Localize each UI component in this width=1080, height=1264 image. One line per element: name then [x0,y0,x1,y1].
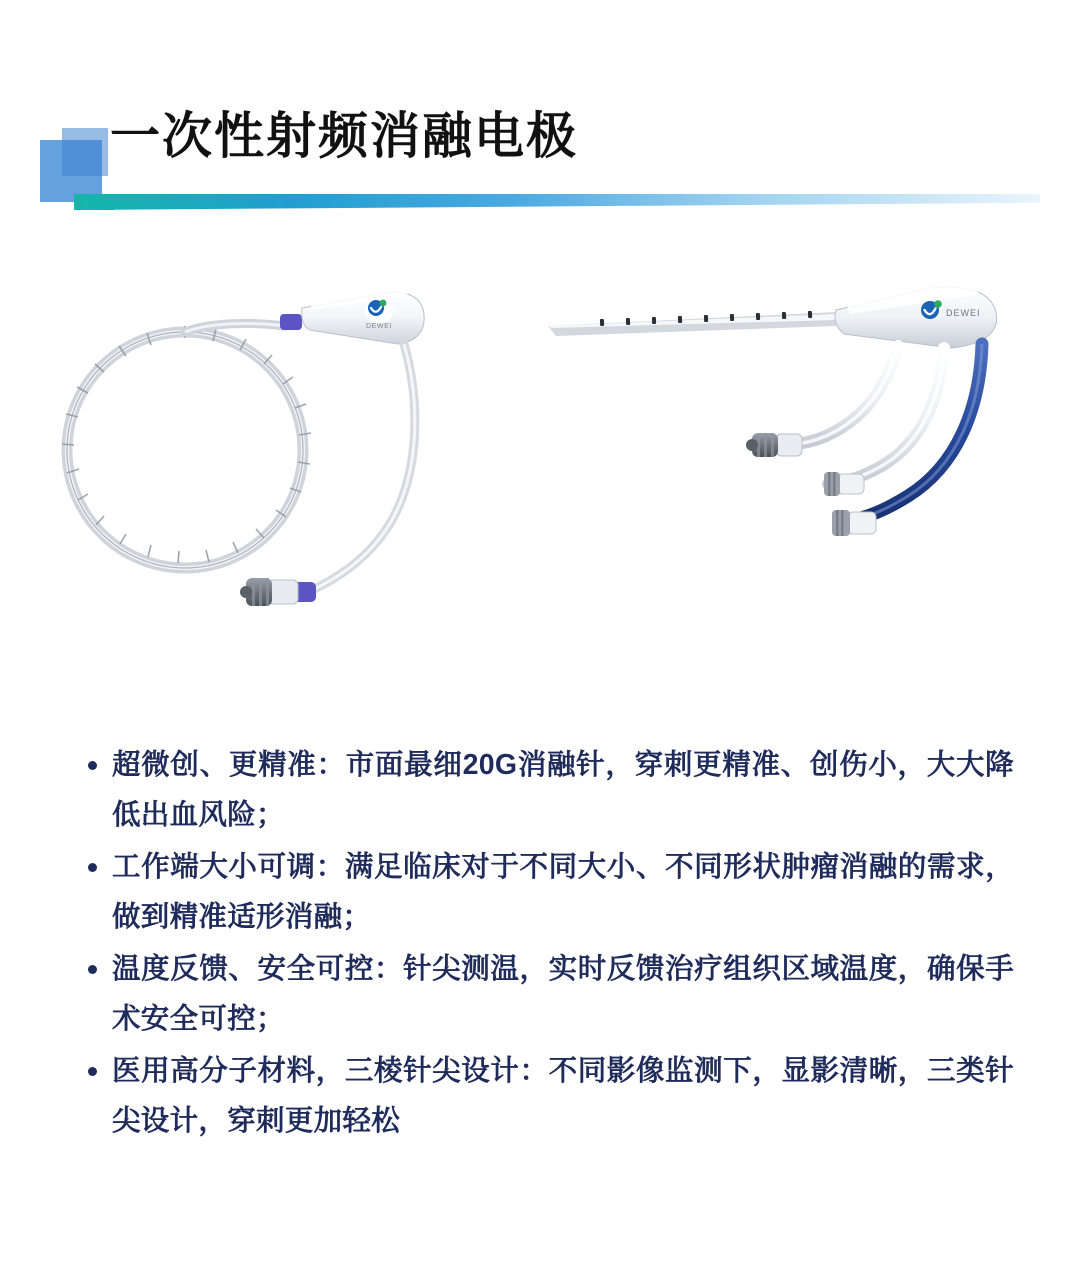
left-cuff [280,314,302,330]
right-needle-assembly [548,284,997,536]
product-image [0,270,1080,690]
feature-list [84,740,1014,1148]
right-connector-middle [824,472,864,496]
list-item: 医用高分子材料，三棱针尖设计：不同影像监测下，显影清晰，三类针尖设计，穿刺更加轻松 [84,1046,1014,1146]
tube-white-upper [790,346,898,445]
header-gradient-bar [74,194,1040,210]
svg-text:DEWEI: DEWEI [946,308,981,318]
left-handle [302,288,424,344]
ablation-needle [548,311,836,336]
page-title: 一次性射频消融电极 [110,108,578,164]
svg-text:DEWEI: DEWEI [366,323,392,330]
list-item: 温度反馈、安全可控：针尖测温，实时反馈治疗组织区域温度，确保手术安全可控； [84,944,1014,1044]
page-header [0,90,1080,230]
right-handle [835,284,997,348]
list-item: 工作端大小可调：满足临床对于不同大小、不同形状肿瘤消融的需求，做到精准适形消融； [84,842,1014,942]
header-accent-square-secondary [62,128,108,176]
left-connector [240,578,316,606]
coil-ring [62,326,311,568]
right-connector-upper [746,433,802,457]
list-item: 超微创、更精准：市面最细20G消融针，穿刺更精准、创伤小，大大降低出血风险； [84,740,1014,840]
right-connector-lower [832,510,876,536]
left-electrode-assembly [62,288,424,606]
